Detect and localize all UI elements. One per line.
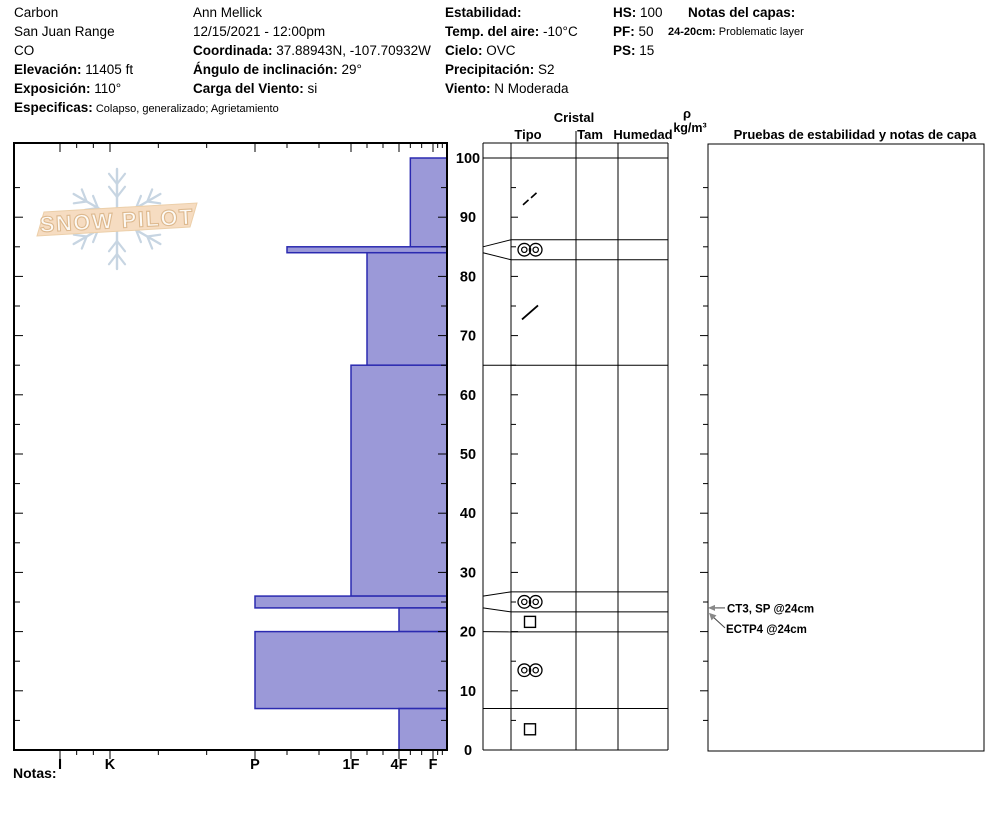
header-weather-line-0: Estabilidad: [445, 5, 522, 20]
header-location-line-3: Elevación: 11405 ft [14, 62, 134, 77]
snow-layer-bar-2 [367, 253, 447, 365]
header-snow-depths-line-2: PS: 15 [613, 43, 655, 58]
grain-symbol-double-circle [518, 596, 542, 609]
grain-symbol-slash [522, 305, 538, 319]
snow-layer-bar-0 [410, 158, 447, 247]
grain-symbol-square [525, 724, 536, 735]
column-header-cristal: Cristal [553, 110, 595, 125]
depth-label-0: 0 [463, 743, 473, 759]
header-weather-line-2: Cielo: OVC [445, 43, 516, 58]
depth-label-60: 60 [459, 387, 477, 404]
column-header-tam: Tam [577, 127, 603, 142]
hardness-bars [255, 158, 447, 750]
column-header-tests: Pruebas de estabilidad y notas de capa [733, 127, 977, 142]
arrow-left-icon [708, 605, 715, 611]
column-header-density: ρ [682, 106, 692, 121]
depth-label-70: 70 [459, 328, 477, 345]
svg-text:CT3, SP @24cm: CT3, SP @24cm [727, 603, 815, 616]
header-layer-notes-line-0: Notas del capas: [688, 5, 796, 20]
hardness-label-I: I [57, 757, 63, 773]
snow-layer-bar-7 [399, 709, 447, 750]
stability-test-annotations [708, 603, 814, 636]
column-header-tipo: Tipo [514, 127, 542, 142]
depth-label-40: 40 [459, 506, 477, 523]
tests-column-box [708, 144, 984, 751]
hardness-label-P: P [250, 757, 260, 773]
column-header-humedad: Humedad [613, 127, 673, 142]
depth-label-10: 10 [459, 683, 477, 700]
header-location-line-2: CO [14, 43, 35, 58]
grain-symbol-double-circle [518, 664, 542, 677]
header-observer-line-2: Coordinada: 37.88943N, -107.70932W [193, 43, 431, 58]
snowpilot-logo [37, 169, 197, 269]
header-location-line-5: Especificas: Colapso, generalizado; Agrietamiento [14, 100, 279, 115]
notes-label: Notas: [13, 765, 57, 781]
header-weather-line-1: Temp. del aire: -10°C [445, 24, 578, 39]
stability-test-0 [708, 603, 814, 615]
grain-symbol-double-circle [518, 243, 542, 256]
depth-label-20: 20 [459, 624, 477, 641]
header-observer-line-4: Carga del Viento: si [193, 81, 318, 96]
snow-layer-bar-6 [255, 632, 447, 709]
header-weather-line-3: Precipitación: S2 [445, 62, 555, 77]
hardness-label-4F: 4F [390, 757, 408, 773]
header-observer-line-3: Ángulo de inclinación: 29° [193, 62, 362, 77]
hardness-label-1F: 1F [342, 757, 360, 773]
stability-test-1 [709, 613, 807, 636]
header-snow-depths-line-1: PF: 50 [613, 24, 654, 39]
depth-label-80: 80 [459, 269, 477, 286]
depth-label-50: 50 [459, 447, 477, 463]
header-location-line-0: Carbon [14, 5, 59, 20]
svg-text:ECTP4 @24cm: ECTP4 @24cm [726, 623, 807, 636]
header-snow-depths-line-0: HS: 100 [613, 5, 663, 20]
snow-layer-bar-4 [255, 596, 447, 608]
hardness-label-K: K [104, 757, 116, 773]
table-column-headers [514, 106, 977, 142]
hardness-label-F: F [428, 757, 438, 773]
header-layer-notes-line-1: 24-20cm: Problematic layer [668, 26, 804, 38]
column-header-density-unit: kg/m³ [673, 121, 707, 135]
header-location-line-4: Exposición: 110° [14, 81, 122, 96]
logo-text: SNOW PILOT [39, 203, 195, 238]
header-weather-line-4: Viento: N Moderada [445, 81, 569, 96]
grain-type-symbols [518, 193, 542, 735]
depth-label-90: 90 [459, 210, 477, 227]
snow-layer-bar-3 [351, 365, 447, 596]
grain-symbol-square [525, 616, 536, 627]
snow-layer-bar-1 [287, 247, 447, 253]
header-location-line-1: San Juan Range [14, 24, 115, 39]
header-observer-line-1: 12/15/2021 - 12:00pm [193, 24, 326, 39]
grain-symbol-double-slash [523, 193, 537, 205]
snow-layer-bar-5 [399, 608, 447, 632]
depth-label-100: 100 [455, 151, 481, 167]
layer-table [483, 131, 984, 751]
depth-label-30: 30 [459, 565, 477, 582]
header-observer-line-0: Ann Mellick [193, 5, 263, 20]
